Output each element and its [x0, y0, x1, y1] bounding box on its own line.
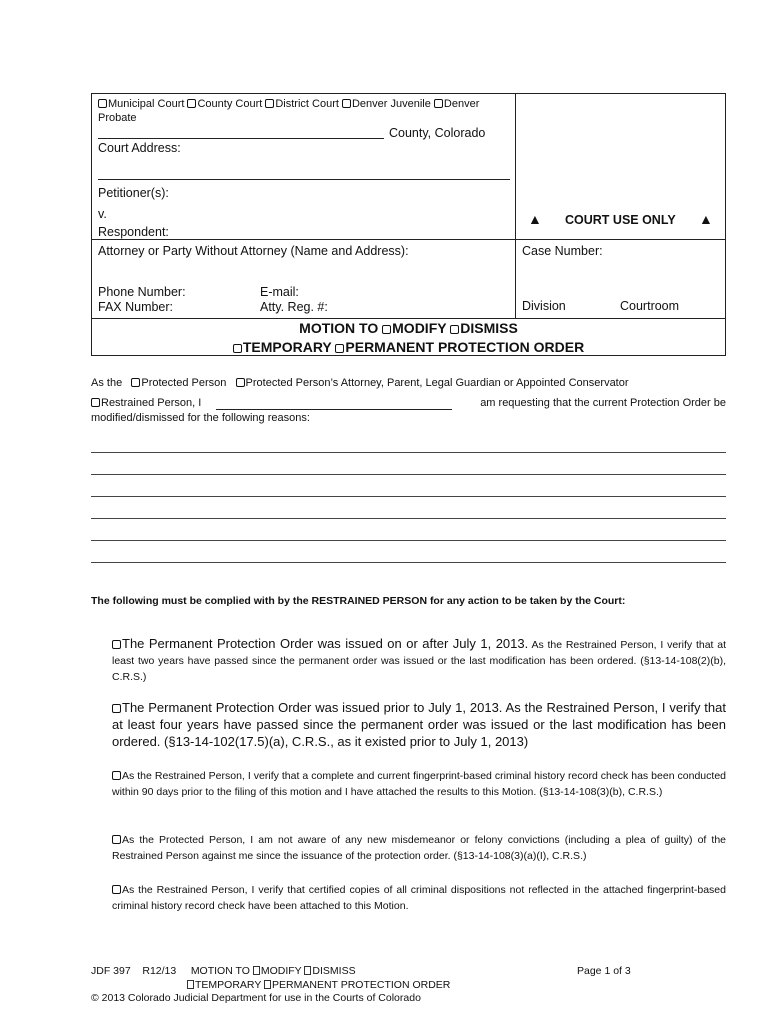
division-label: Division	[522, 299, 566, 313]
reason-line-1[interactable]	[91, 452, 726, 453]
as-the-label: As the	[91, 377, 123, 389]
protected-person-label: Protected Person	[141, 377, 227, 389]
probate-label: Probate	[98, 112, 137, 124]
phone-number-label: Phone Number:	[98, 285, 186, 299]
motion-title-line-1	[92, 320, 725, 336]
county-court-checkbox[interactable]	[187, 99, 196, 108]
item-3-text: As the Restrained Person, I verify that a complete and current fingerprint-based criminal history record check has been conducted within 90 days prior to the filing of this motion and I have attached the results to this Motion. (§13-14-108(3)(b), C.R.S.)	[112, 770, 726, 798]
restrained-person-label: Restrained Person, I	[101, 397, 202, 409]
footer-temporary: TEMPORARY	[195, 978, 265, 991]
reason-line-4[interactable]	[91, 518, 726, 519]
item-5-text: As the Restrained Person, I verify that certified copies of all criminal dispositions not reflected in the attached fingerprint-based criminal history record check have been attached to this Motion.	[112, 884, 726, 912]
item-4-text: As the Protected Person, I am not aware of any new misdemeanor or felony convictions (including a plea of guilty) of the Restrained Person against me since the issuance of the protection order. (§13-14-108(3)(a)(I), C.R.S.)	[112, 834, 726, 862]
courtroom-label: Courtroom	[620, 299, 680, 313]
reason-line-3[interactable]	[91, 496, 726, 497]
caption-rule-1	[92, 239, 725, 240]
item-3-checkbox[interactable]	[112, 771, 121, 780]
protected-person-attorney-checkbox[interactable]	[236, 378, 245, 387]
temporary-checkbox[interactable]	[233, 344, 242, 353]
name-field[interactable]	[216, 409, 452, 410]
item-1-lead: The Permanent Protection Order was issued on or after July 1, 2013.	[122, 636, 529, 651]
intro-line-1	[91, 376, 726, 391]
motion-title-line-2	[92, 339, 725, 355]
footer-dismiss-box	[304, 966, 311, 975]
protected-person-checkbox[interactable]	[131, 378, 140, 387]
email-label: E-mail:	[260, 285, 299, 299]
reason-line-2[interactable]	[91, 474, 726, 475]
reason-line-5[interactable]	[91, 540, 726, 541]
respondent-label: Respondent:	[98, 225, 169, 239]
fax-number-label: FAX Number:	[98, 300, 174, 314]
footer-permanent-box	[264, 980, 271, 989]
permanent-checkbox[interactable]	[335, 344, 344, 353]
denver-juvenile-checkbox[interactable]	[342, 99, 351, 108]
modify-checkbox[interactable]	[382, 325, 391, 334]
court-use-arrow-left-icon: ▲	[528, 211, 542, 227]
item-2-text: The Permanent Protection Order was issued prior to July 1, 2013. As the Restrained Person, I verify that at least four years have passed since the permanent order was issued or the last modification has been ordered. (§13-14-102(17.5)(a), C.R.S., as it existed prior to July 1, 2013)	[112, 700, 726, 749]
district-court-checkbox[interactable]	[265, 99, 274, 108]
item-4-checkbox[interactable]	[112, 835, 121, 844]
requirement-item-5	[112, 882, 726, 914]
protected-person-attorney-label: Protected Person’s Attorney, Parent, Legal Guardian or Appointed Conservator	[245, 377, 629, 389]
revision: R12/13	[142, 965, 177, 977]
footer-motion-to: MOTION TO	[190, 965, 253, 977]
page-number: Page 1 of 3	[577, 965, 631, 977]
footer-modify-box	[253, 966, 260, 975]
motion-to-label: MOTION TO	[299, 320, 383, 336]
item-2-checkbox[interactable]	[112, 704, 121, 713]
form-id: JDF 397	[91, 965, 131, 977]
restrained-person-checkbox[interactable]	[91, 398, 100, 407]
item-1-checkbox[interactable]	[112, 640, 121, 649]
footer-temporary-box	[187, 980, 194, 989]
reasons-label: modified/dismissed for the following reasons:	[91, 412, 310, 424]
district-court-label: District Court	[275, 98, 339, 110]
denver-probate-checkbox[interactable]	[434, 99, 443, 108]
copyright: © 2013 Colorado Judicial Department for use in the Courts of Colorado	[91, 992, 421, 1004]
court-type-row	[98, 98, 479, 110]
municipal-court-checkbox[interactable]	[98, 99, 107, 108]
modify-label: MODIFY	[392, 320, 447, 336]
footer-dismiss: DISMISS	[312, 965, 356, 977]
court-address-label: Court Address:	[98, 141, 181, 155]
permanent-protection-order-label: PERMANENT PROTECTION ORDER	[345, 339, 585, 355]
item-5-checkbox[interactable]	[112, 885, 121, 894]
requirement-item-4	[112, 832, 726, 864]
requirement-item-1	[112, 636, 726, 685]
petitioners-label: Petitioner(s):	[98, 186, 169, 200]
requesting-label: am requesting that the current Protection Order be	[480, 397, 726, 409]
municipal-court-label: Municipal Court	[108, 98, 185, 110]
case-number-label: Case Number:	[522, 244, 603, 258]
reason-line-6[interactable]	[91, 562, 726, 563]
footer-modify: MODIFY	[260, 965, 305, 977]
requirements-heading: The following must be complied with by the RESTRAINED PERSON for any action to be taken by the Court:	[91, 595, 626, 607]
caption-divider	[515, 94, 516, 318]
court-use-arrow-right-icon: ▲	[699, 211, 713, 227]
court-use-only-label: COURT USE ONLY	[565, 213, 676, 227]
atty-reg-label: Atty. Reg. #:	[260, 300, 328, 314]
requirement-item-2	[112, 699, 726, 750]
versus-label: v.	[98, 207, 107, 221]
page-footer	[91, 965, 726, 1006]
county-colorado-label: County, Colorado	[389, 126, 486, 140]
footer-permanent: PERMANENT PROTECTION ORDER	[272, 978, 451, 991]
denver-juvenile-label: Denver Juvenile	[351, 98, 431, 110]
denver-probate-label: Denver	[443, 98, 480, 110]
temporary-label: TEMPORARY	[242, 339, 336, 355]
court-address-field[interactable]	[98, 179, 510, 180]
attorney-label: Attorney or Party Without Attorney (Name and Address):	[98, 244, 409, 258]
item-1-text: As the Restrained Person, I verify that at least two years have passed since the permanent order was issued or the last modification has been ordered. (§13-14-108(2)(b), C.R.S.)	[112, 639, 727, 683]
dismiss-checkbox[interactable]	[450, 325, 459, 334]
requirement-item-3	[112, 768, 726, 800]
county-name-field[interactable]	[98, 138, 384, 139]
caption-rule-2	[92, 318, 725, 319]
dismiss-label: DISMISS	[460, 320, 518, 336]
caption-box	[91, 93, 726, 356]
county-court-label: County Court	[197, 98, 263, 110]
